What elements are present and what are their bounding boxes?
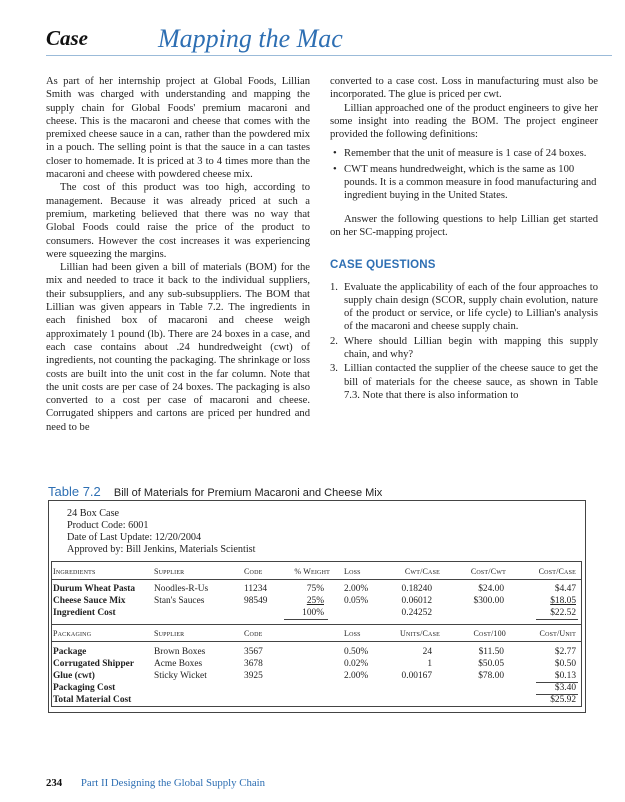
question-text: Lillian contacted the supplier of the cheese sauce to get the bill of materials for the cheese sauce, as shown in Table 7.3. Note that there is also information to [344,363,598,401]
header-supplier: Supplier [154,567,185,576]
case-title: Mapping the Mac [158,24,343,53]
ingredient-code: 98549 [244,596,268,606]
packaging-cost-100: $50.05 [478,659,504,669]
definition-list [330,147,598,202]
total-material-value: $25.92 [550,695,576,705]
definition-item: • CWT means hundredweight, which is the same as 100 pounds. It is a common measure in food manufacturing and ingredient buying in the United States. [330,163,598,203]
meta-line: Approved by: Bill Jenkins, Materials Scientist [67,544,256,555]
question-number: 1. [330,281,338,293]
ingredient-weight: 75% [306,584,324,594]
ingredient-name: Durum Wheat Pasta [53,584,136,594]
header-cost-100: Cost/100 [473,629,506,638]
question-text: Where should Lillian begin with mapping this supply chain, and why? [344,335,598,361]
table-number: Table 7.2 [48,484,101,499]
packaging-code: 3925 [244,671,263,681]
header-cwt-case: Cwt/Case [404,567,440,576]
paragraph: Answer the following questions to help Lillian get started on her SC-mapping project. [330,213,598,238]
meta-line: 24 Box Case [67,508,120,519]
ingredient-cost-cwt: $24.00 [478,584,504,594]
paragraph: As part of her internship project at Global Foods, Lillian Smith was charged with understanding and mapping the supply chain for Global Foods' premium macaroni and cheese. This is the macaroni and cheese that comes with the premixed cheese sauce in a can, rather than the powdered mix in a pouch. The selling point is that the sauce in a can tastes closer to homemade. It is priced at 3 to 4 times more than the macaroni and cheese with powdered cheese mix. [46,76,310,181]
ingredient-cost-case: $4.47 [554,584,576,594]
question-number: 2. [330,335,338,347]
part-title: Part II Designing the Global Supply Chain [80,777,266,789]
table-meta [67,508,255,556]
ingredient-cost-case: $18.05 [550,596,576,606]
bom-table [48,500,586,713]
ingredient-cost-cwt: $300.00 [473,596,504,606]
ingredient-loss: 0.05% [344,596,369,606]
packaging-cost-unit: $2.77 [554,647,576,657]
question-number: 3. [330,363,338,375]
packaging-cost-unit: $0.50 [554,659,576,669]
paragraph: converted to a case cost. Loss in manufacturing must also be incorporated. The glue is priced per cwt. [330,76,598,101]
header-cost-case: Cost/Case [538,567,576,576]
weight-total-rule [284,619,328,620]
left-column [46,75,310,434]
header-rule [52,579,581,580]
bom-grid [51,561,582,707]
total-material-label: Total Material Cost [53,695,132,705]
packaging-cost-total: $3.40 [554,683,576,693]
packaging-supplier: Sticky Wicket [154,671,207,681]
packaging-loss: 0.02% [344,659,369,669]
case-label: Case [46,26,88,50]
packaging-cost-100: $11.50 [478,647,504,657]
paragraph: Lillian had been given a bill of materials (BOM) for the mix and needed to trace it back to the individual suppliers, their subsuppliers, and any sub-subsuppliers. The BOM that Lillian was given appears in Table 7.2. The ingredients in each finished box of macaroni and cheese weigh approximately 1 pound (lb). There are 24 boxes in a case, and each case contains about .24 hundredweight (cwt) of ingredients, not counting the packaging. The shrinkage or loss costs are built into the unit cost in the far column. Note that the unit costs are per case of 24 boxes. The packaging is also converted to a cost per case of macaroni and cheese. Corrugated shippers and cartons are priced per hundred and need to be [46,262,310,433]
packaging-units-case: 1 [427,659,432,669]
packaging-cost-unit: $0.13 [554,671,576,681]
packaging-name: Corrugated Shipper [53,659,134,669]
ingredient-name: Cheese Sauce Mix [53,596,126,606]
page-footer [46,777,265,789]
right-column [330,75,598,403]
meta-line: Product Code: 6001 [67,520,149,531]
packaging-name: Package [53,647,87,657]
header-units-case: Units/Case [399,629,440,638]
packaging-loss: 0.50% [344,647,369,657]
packaging-loss: 2.00% [344,671,369,681]
ingredient-weight-total: 100% [302,608,324,618]
table-caption [48,481,382,500]
header-cost-unit: Cost/Unit [539,629,576,638]
header-loss: Loss [344,567,361,576]
header-code: Code [244,567,263,576]
page-number: 234 [46,777,63,789]
packaging-cost-label: Packaging Cost [53,683,116,693]
ingredient-cwt-total: 0.24252 [401,608,432,618]
header-code: Code [244,629,263,638]
packaging-supplier: Acme Boxes [154,659,203,669]
header-ingredients: Ingredients [53,567,96,576]
packaging-units-case: 24 [422,647,432,657]
table-title: Bill of Materials for Premium Macaroni and Cheese Mix [113,487,383,499]
ingredient-code: 11234 [244,584,268,594]
ingredient-cwt-case: 0.06012 [401,596,432,606]
case-questions-heading: CASE QUESTIONS [330,259,436,272]
header-rule [52,641,581,642]
header-packaging: Packaging [53,629,92,638]
header-cost-cwt: Cost/Cwt [470,567,506,576]
header-rule [46,55,612,56]
packaging-code: 3678 [244,659,263,669]
question-item [330,335,598,362]
definition-item: • Remember that the unit of measure is 1 case of 24 boxes. [330,147,598,160]
ingredient-supplier: Stan's Sauces [154,596,205,606]
meta-line: Date of Last Update: 12/20/2004 [67,532,202,543]
question-text: Evaluate the applicability of each of the four approaches to supply chain design (SCOR, supply chain evolution, nature of the product or service, or life cycle) to Lillian's analysis of the macaroni and cheese supply chain. [344,281,598,333]
ingredient-cwt-case: 0.18240 [401,584,432,594]
ingredient-weight: 25% [306,596,324,606]
paragraph: Lillian approached one of the product engineers to give her some insight into reading the BOM. The project engineer provided the following definitions: [330,102,598,141]
paragraph: The cost of this product was too high, according to management. Because it was already priced at such a premium, marketing believed that there was no way that Global Foods could raise the price of the product to consumers. However the cost increases it was experiencing were squeezing the margins. [46,182,310,260]
question-item [330,281,598,334]
packaging-cost-100: $78.00 [478,671,504,681]
packaging-supplier: Brown Boxes [154,647,206,657]
ingredient-loss: 2.00% [344,584,369,594]
packaging-name: Glue (cwt) [53,671,95,681]
ingredient-cost-total: $22.52 [550,608,576,618]
case-questions-list [330,281,598,403]
packaging-units-case: 0.00167 [401,671,432,681]
ingredient-cost-label: Ingredient Cost [53,608,116,618]
ingredient-supplier: Noodles-R-Us [154,584,209,594]
packaging-code: 3567 [244,647,263,657]
header-loss: Loss [344,629,361,638]
section-rule [52,624,581,625]
question-item [330,362,598,402]
cost-total-rule [536,619,578,620]
header-supplier: Supplier [154,629,185,638]
header-weight: % Weight [294,567,330,576]
